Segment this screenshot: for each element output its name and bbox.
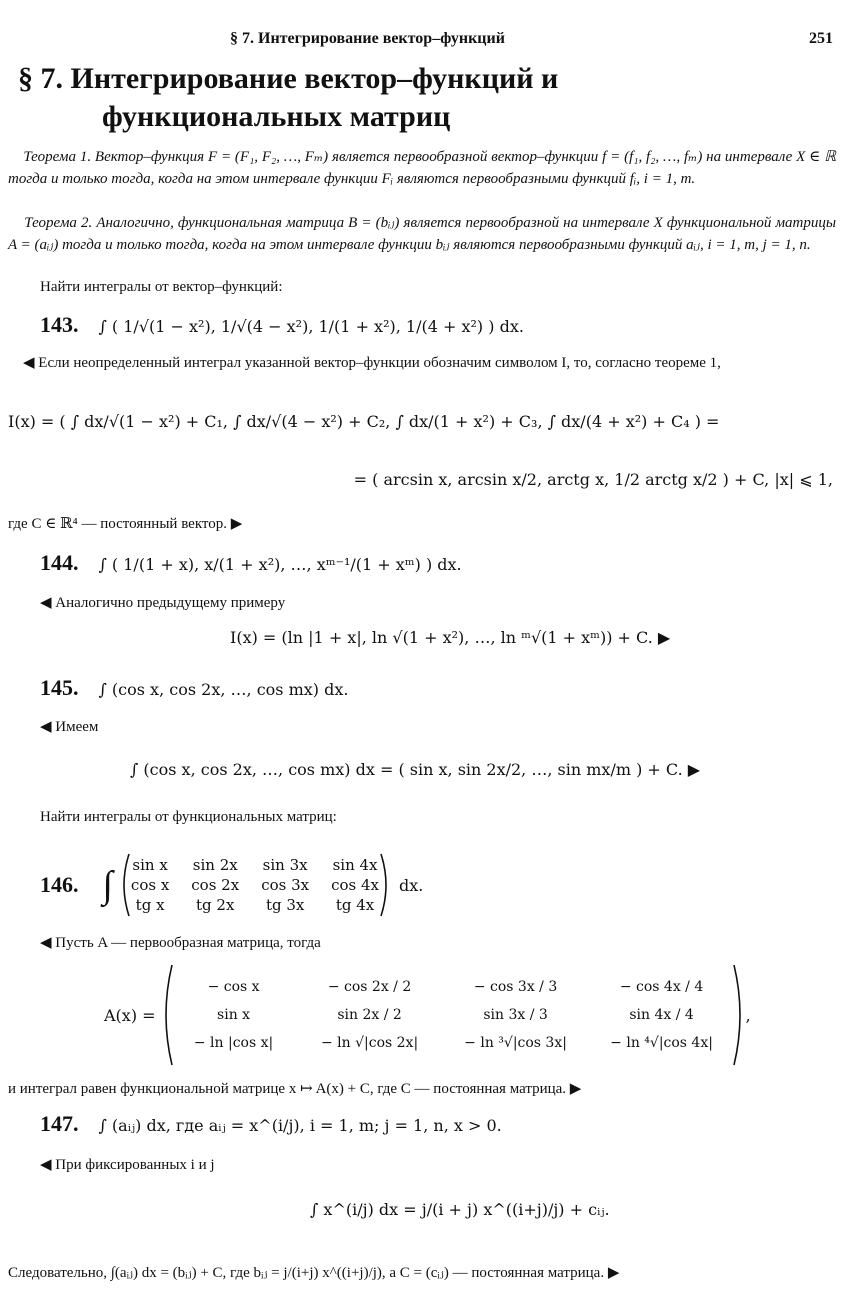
right-paren [379,852,393,918]
problem-143-solution-intro [8,352,836,374]
problem-143-number: 143. [40,312,79,337]
matrix-cell: − ln √|cos 2x| [320,1035,419,1051]
intro-matrix: Найти интегралы от функциональных матриц: [40,809,337,825]
matrix-cell: cos 3x [261,876,310,894]
section-title-line2: функциональных матриц [102,100,451,133]
theorem-2 [8,212,836,256]
problem-146-result [104,962,751,1068]
page-number: 251 [809,30,833,47]
matrix-cell: − ln ⁴√|cos 4x| [610,1035,713,1051]
matrix-cell: sin 4x / 4 [629,1007,694,1023]
problem-143-equation-2: = ( arcsin x, arcsin x/2, arctg x, 1/2 arctg x/2 ) + C, |x| ⩽ 1, [353,470,833,489]
theorem-1-head: Теорема 1. [23,149,92,165]
problem-145-equation: ∫ (cos x, cos 2x, …, cos mx) dx = ( sin x, sin 2x/2, …, sin mx/m ) + C. ▶ [130,760,701,779]
matrix-cell: − ln ³√|cos 3x| [464,1035,567,1051]
matrix-cell: tg x [135,896,165,914]
problem-146-end: и интеграл равен функциональной матрице x ↦ A(x) + C, где C — постоянная матрица. ▶ [8,1081,582,1097]
intro-vector: Найти интегралы от вектор–функций: [40,279,283,295]
matrix-cell: cos 4x [331,876,379,894]
problem-146-number: 146. [40,872,79,897]
dx: dx. [399,875,424,895]
matrix-cell: cos x [130,876,170,894]
left-paren [160,963,174,1067]
problem-147-solution-intro: ◀ При фиксированных i и j [40,1157,215,1173]
theorem-1 [8,146,836,190]
problem-144 [40,538,462,588]
problem-143-end: где C ∈ ℝ⁴ — постоянный вектор. ▶ [8,516,243,532]
result-lhs: A(x) = [104,1005,156,1025]
problem-144-number: 144. [40,550,79,575]
left-paren [117,852,131,918]
matrix-cell: − cos x [207,979,260,995]
problem-147-number: 147. [40,1111,79,1136]
matrix-cell: sin 4x [332,856,378,874]
matrix-cell: tg 3x [265,896,305,914]
matrix-cell: sin x [132,856,168,874]
problem-143-equation-1: I(x) = ( ∫ dx/√(1 − x²) + C₁, ∫ dx/√(4 − x²) + C₂, ∫ dx/(1 + x²) + C₃, ∫ dx/(4 + x²) + C₄ ) = [8,412,720,431]
matrix-cell: − ln |cos x| [193,1035,274,1051]
problem-147-end: Следовательно, ∫(aᵢⱼ) dx = (bᵢⱼ) + C, где bᵢⱼ = j/(i+j) x^((i+j)/j), а C = (cᵢⱼ) — постоянная матрица. ▶ [8,1265,620,1281]
matrix-cell: sin 2x [192,856,238,874]
running-head: § 7. Интегрирование вектор–функций [230,30,505,47]
problem-144-equation: I(x) = (ln |1 + x|, ln √(1 + x²), …, ln ᵐ√(1 + xᵐ)) + C. ▶ [230,628,671,647]
problem-143 [40,300,524,350]
right-paren [732,963,746,1067]
problem-146-matrix [131,856,379,914]
matrix-cell: − cos 4x / 4 [619,979,704,995]
matrix-cell: sin 2x / 2 [337,1007,402,1023]
integral-sign: ∫ [102,864,113,906]
problem-146 [40,850,423,920]
theorem-1-text: Вектор–функция F = (F₁, F₂, …, Fₘ) является первообразной вектор–функции f = (f₁, f₂, …, fₘ) на интервале X ∈ ℝ тогда и только тогда, когда на этом интервале функции Fᵢ являются первообразными функций fᵢ, i = 1, m. [8,149,837,187]
matrix-cell: − cos 2x / 2 [327,979,412,995]
problem-147 [40,1104,502,1144]
problem-145-solution-intro: ◀ Имеем [40,719,99,735]
matrix-cell: sin 3x [262,856,308,874]
problem-144-solution-intro: ◀ Аналогично предыдущему примеру [40,595,286,611]
problem-145 [40,668,348,708]
theorem-2-text: Аналогично, функциональная матрица B = (bᵢⱼ) является первообразной на интервале X функциональной матрицы A = (aᵢⱼ) тогда и только тогда, когда на этом интервале функции bᵢⱼ являются первообразными функций aᵢⱼ, i = 1, m, j = 1, n. [8,215,837,253]
result-matrix [174,979,732,1051]
section-title [18,60,778,136]
comma: , [745,1005,751,1025]
problem-144-expression: ∫ ( 1/(1 + x), x/(1 + x²), …, xᵐ⁻¹/(1 + xᵐ) ) dx. [98,555,462,574]
problem-147-expression: ∫ (aᵢⱼ) dx, где aᵢⱼ = x^(i/j), i = 1, m; j = 1, n, x > 0. [98,1116,502,1135]
problem-145-number: 145. [40,675,79,700]
matrix-cell: tg 4x [335,896,375,914]
problem-143-expression: ∫ ( 1/√(1 − x²), 1/√(4 − x²), 1/(1 + x²), 1/(4 + x²) ) dx. [98,317,524,336]
problem-147-equation: ∫ x^(i/j) dx = j/(i + j) x^((i+j)/j) + cᵢⱼ. [310,1200,610,1219]
problem-146-solution-intro: ◀ Пусть A — первообразная матрица, тогда [40,935,321,951]
matrix-cell: − cos 3x / 3 [473,979,558,995]
matrix-cell: cos 2x [191,876,240,894]
matrix-cell: sin x [217,1007,251,1023]
theorem-2-head: Теорема 2. [24,215,93,231]
matrix-cell: tg 2x [196,896,235,914]
section-title-line1: § 7. Интегрирование вектор–функций и [18,62,559,95]
matrix-cell: sin 3x / 3 [483,1007,548,1023]
solution-text: ◀ Если неопределенный интеграл указанной вектор–функции обозначим символом I, то, согласно теореме 1, [23,355,721,371]
problem-145-expression: ∫ (cos x, cos 2x, …, cos mx) dx. [98,680,349,699]
